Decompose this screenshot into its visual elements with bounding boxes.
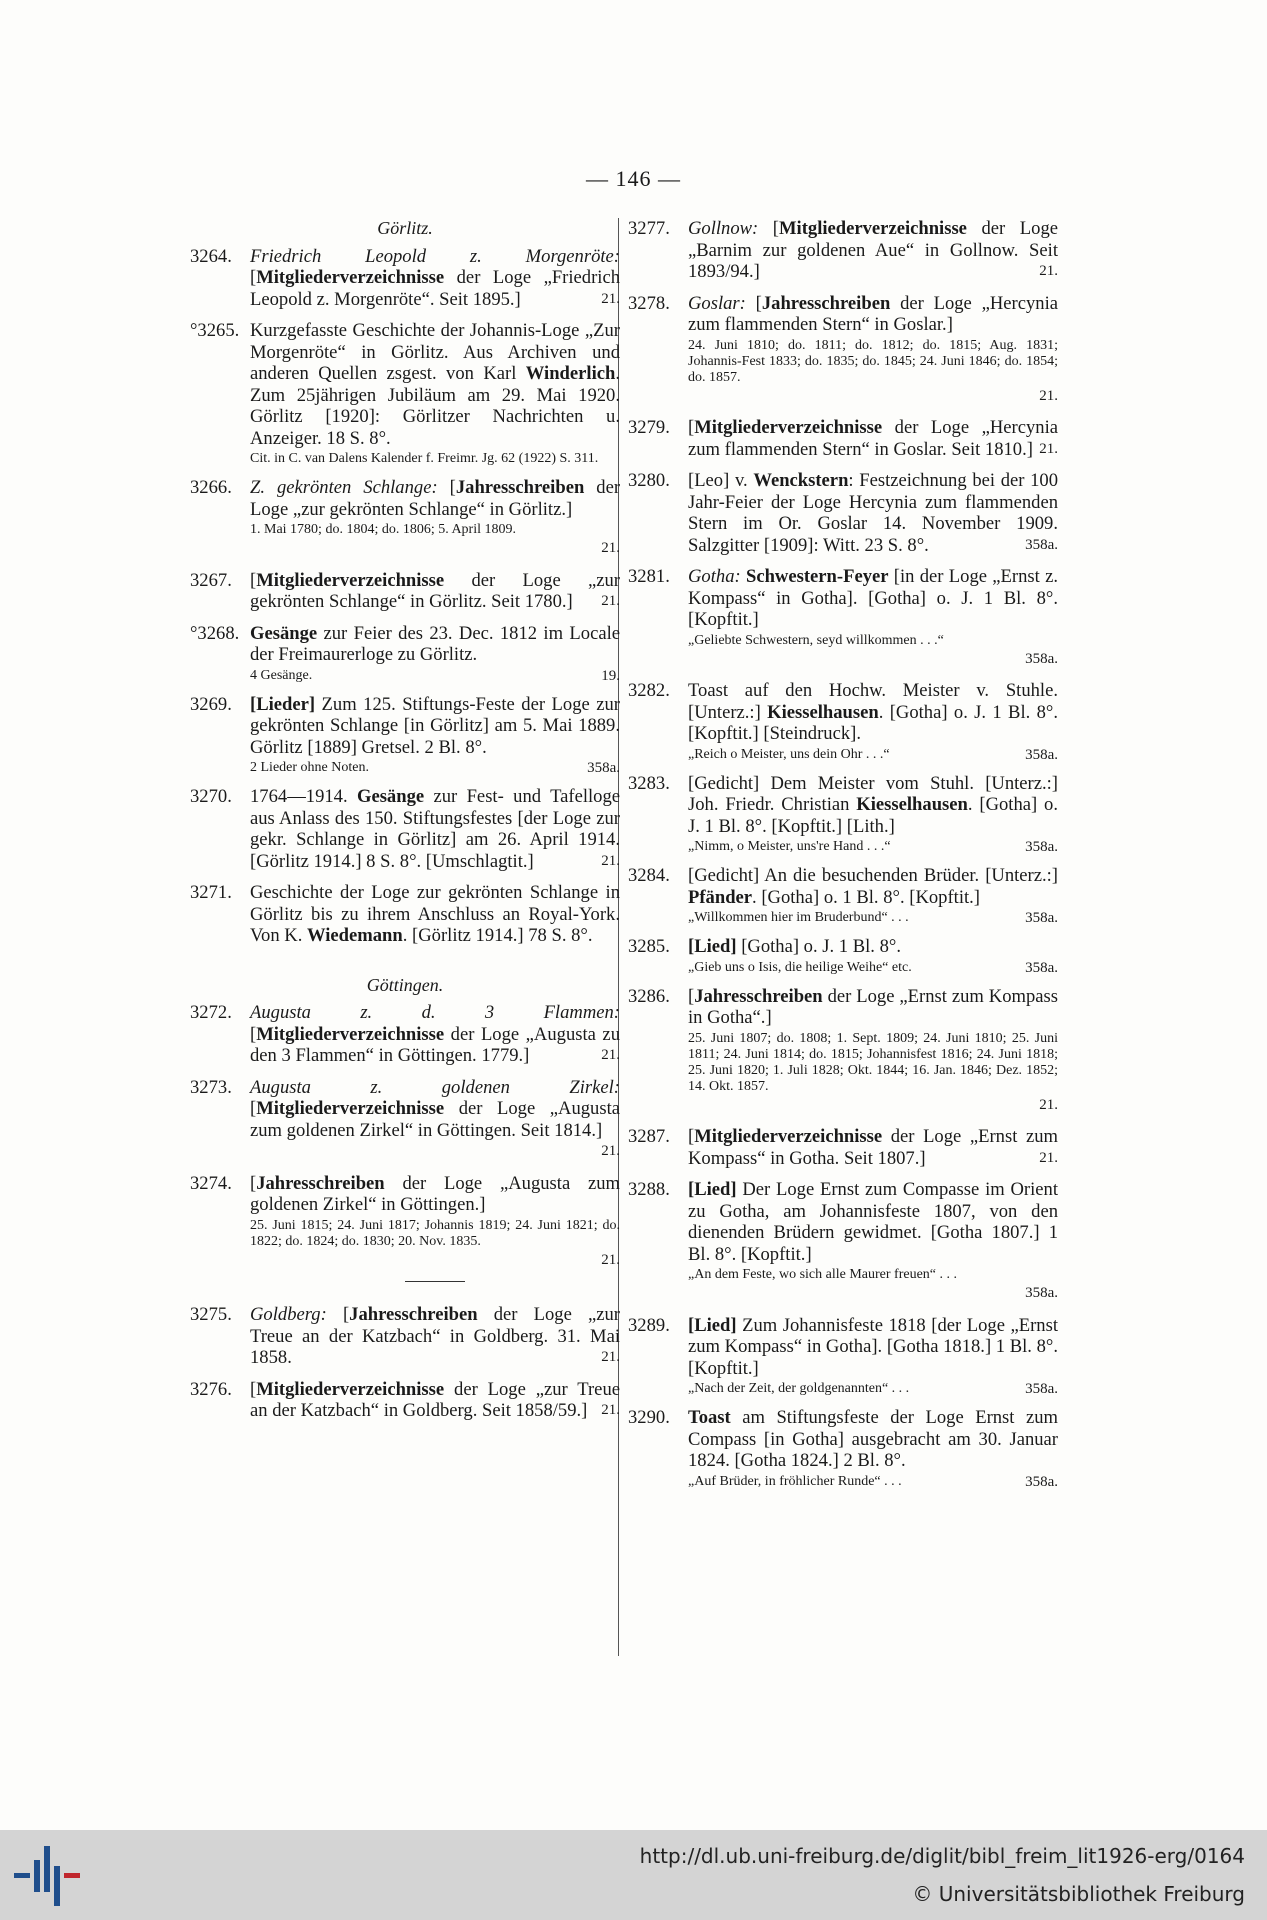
entry-3280 [628,470,1058,556]
entry-3272 [190,1002,620,1067]
entry-number: 3270. [190,786,232,807]
entry-text: [ [745,292,762,314]
entry-text: der Loge „Friedrich Leopold z. Morgenröte“. Seit 1895.] [250,267,620,310]
entry-text: der Loge „zur gekrönten Schlange“ in Görlitz.] [250,477,621,520]
entry-text: [ [250,1378,257,1400]
entry-text: . Zum 25jährigen Jubiläum am 29. Mai 1920. Görlitz [1920]: Görlitzer Nachrichten u. Anzeiger. 18 S. 8°. [250,363,620,449]
entry-text: Kurzgefasste Geschichte der Johannis-Loge „Zur Morgenröte“ in Görlitz. Aus Archiven und anderen Quellen zsgest. von Karl [250,320,620,384]
entry-note: 1. Mai 1780; do. 1804; do. 1806; 5. April 1809. [250,522,516,537]
library-logo-icon[interactable] [14,1846,84,1906]
entry-keyword: [Lied] [688,1179,737,1200]
note-text: 2 Lieder ohne Noten. [250,760,369,775]
entry-number: 3288. [628,1179,670,1200]
entry-keyword: Jahresschreiben [256,1172,385,1194]
entry-ref: 19. [601,667,620,684]
entry-number: 3279. [628,417,670,438]
entry-number: 3264. [190,245,232,267]
entry-text: zur Fest- und Tafelloge aus Anlass des 150. Stiftungsfestes [der Loge zur gekr. Schlange in Görlitz] am 26. April 1914. [Görlitz 1914.] 8 S. 8°. [Umschlagtit.] [250,786,620,872]
entry-text: [ [688,1126,695,1147]
entry-number: 3289. [628,1314,670,1336]
entry-3274 [190,1173,620,1272]
entry-text: der Loge „Hercynia zum flammenden Stern“ in Goslar. Seit 1810.] [688,417,1058,460]
entry-ref: 21. [601,1349,620,1365]
entry-keyword: Jahresschreiben [761,292,891,314]
entry-text: [ [326,1304,350,1325]
entry-note [688,960,1058,976]
entry-number: 3267. [190,569,232,591]
entry-text: [ [437,477,456,498]
entry-ref: 21. [1039,440,1058,457]
entry-keyword: [Lied] [688,936,737,957]
entry-ref: 358a. [1025,650,1058,667]
entry-3284 [628,865,1058,926]
entry-ref: 21. [601,593,620,609]
entry-text: . [Gotha] o. J. 1 Bl. 8°. [Kopftit.] [Lith.] [688,794,1058,837]
entry-keyword: Mitgliederverzeichnisse [694,1126,883,1147]
entry-3267 [190,570,620,613]
entry-note: „An dem Feste, wo sich alle Maurer freuen“ . . . [688,1267,958,1282]
entry-keyword: [Lied] [688,1314,737,1336]
entry-keyword: [Lieder] [250,693,316,715]
entry-3277 [628,218,1058,283]
entry-ref: 358a. [1025,839,1058,855]
entry-number: °3265. [190,320,240,341]
entry-text: [ [688,417,695,438]
entry-note [688,747,1058,763]
entry-text: der Loge „zur gekrönten Schlange“ in Görlitz. Seit 1780.] [250,569,620,612]
entry-note: „Geliebte Schwestern, seyd willkommen . . .“ [688,632,944,648]
entry-number: 3281. [628,566,670,587]
entry-number: °3268. [190,622,240,644]
entry-text: Geschichte der Loge zur gekrönten Schlange in Görlitz bis zu ihrem Anschluss an Royal-York. Von K. [250,882,620,946]
section-rule [405,1281,465,1282]
entry-note [688,1381,1058,1397]
entry-3273 [190,1077,620,1163]
entry-number: 3274. [190,1172,232,1194]
entry-keyword: Jahresschreiben [694,985,823,1007]
entry-ref: 358a. [1025,536,1058,553]
entry-ref: 358a. [1025,910,1058,926]
entry-ref: 358a. [1025,959,1058,976]
entry-3283 [628,773,1058,856]
entry-keyword: Mitgliederverzeichnisse [256,1378,445,1400]
entry-keyword: Mitgliederverzeichnisse [694,417,883,438]
entry-lodge: Gollnow: [688,218,759,239]
entry-lodge: Friedrich Leopold z. Morgenröte: [250,245,620,267]
entry-number: 3282. [628,680,670,701]
entry-note [688,910,1058,926]
entry-text: [Gotha] o. J. 1 Bl. 8°. [736,936,901,957]
entry-3276 [190,1379,620,1422]
entry-ref: 358a. [587,760,620,776]
entry-number: 3275. [190,1304,232,1325]
entry-note [688,1474,1058,1490]
entry-note: Cit. in C. van Dalens Kalender f. Freimr. Jg. 62 (1922) S. 311. [250,451,599,466]
entry-author: Wiedemann [307,925,403,946]
entry-text: [ [250,1023,257,1045]
entry-number: 3276. [190,1378,232,1400]
note-text: „Nimm, o Meister, uns're Hand . . .“ [688,839,891,854]
entry-text: [ [688,985,695,1007]
note-text: „Nach der Zeit, der goldgenannten“ . . . [688,1381,910,1396]
entry-author: Kiesselhausen [767,701,879,723]
entry-ref: 21. [601,1402,620,1418]
entry-text: der Loge „Augusta zu den 3 Flammen“ in Göttingen. 1779.] [250,1023,620,1066]
entry-3269 [190,694,620,777]
entry-text: Der Loge Ernst zum Compasse im Orient zu Gotha, am Johannisfeste 1807, von den dienenden Brüdern gewidmet. [Gotha 1807.] 1 Bl. 8°. [Kopftit.] [688,1179,1058,1265]
entry-text: [ [250,1172,257,1194]
copyright-text: © Universitätsbibliothek Freiburg [912,1882,1245,1906]
entry-text: der Loge „zur Treue an der Katzbach“ in Goldberg. Seit 1858/59.] [250,1378,620,1421]
entry-number: 3278. [628,292,670,314]
entry-text: der Loge „Ernst zum Kompass in Gotha“.] [688,985,1058,1028]
entry-text: [Gedicht] An die besuchenden Brüder. [Unterz.:] [688,865,1058,886]
footer-bar [0,1830,1267,1920]
note-text: „Reich o Meister, uns dein Ohr . . .“ [688,746,890,762]
entry-keyword: Gesänge [250,622,318,644]
entry-3264 [190,246,620,311]
entry-keyword: Schwestern-Feyer [746,566,889,587]
entry-number: 3269. [190,693,232,715]
entry-note: 25. Juni 1815; 24. Juni 1817; Johannis 1819; 24. Juni 1821; do. 1822; do. 1824; do. 1830; 20. Nov. 1835. [250,1217,620,1249]
page-number: — 146 — [586,166,681,191]
entry-ref: 358a. [1025,1381,1058,1397]
entry-text: . [Görlitz 1914.] 78 S. 8°. [402,925,593,946]
entry-3289 [628,1315,1058,1398]
entry-keyword: Gesänge [356,786,425,807]
entry-note: 25. Juni 1807; do. 1808; 1. Sept. 1809; 24. Juni 1810; 25. Juni 1811; 24. Juni 1814; do. 1815; Johannisfest 1816; 24. Juni 1818; 25. Juni 1820; 1. Juli 1828; Okt. 1844; 16. Jan. 1846; Dez. 1852; 14. Okt. 1857. [688,1030,1058,1094]
entry-text: der Loge „zur Treue an der Katzbach“ in Goldberg. 31. Mai 1858. [250,1304,621,1368]
entry-ref: 21. [1039,1149,1058,1166]
entry-text: Toast auf den Hochw. Meister v. Stuhle. [Unterz.:] [688,680,1058,723]
entry-lodge: Goslar: [688,292,746,314]
entry-author: Wenckstern [753,470,849,491]
entry-ref: 21. [601,852,620,869]
section-heading: Görlitz. [377,218,433,238]
entry-lodge: Augusta z. d. 3 Flammen: [250,1002,620,1023]
entry-3290 [628,1407,1058,1490]
entry-text: [Leo] v. [688,470,754,491]
entry-keyword: Jahresschreiben [349,1304,478,1325]
entry-ref: 21. [601,290,620,307]
entry-author: Kiesselhausen [856,794,968,815]
entry-3279 [628,417,1058,460]
entry-ref: 21. [601,540,620,556]
entry-ref: 21. [601,1047,620,1063]
entry-text: der Loge „Augusta zum goldenen Zirkel“ in Göttingen. Seit 1814.] [250,1098,620,1141]
entry-3282 [628,680,1058,763]
entry-text: : Festzeichnung bei der 100 Jahr-Feier der Loge Hercynia zum flammenden Stern im Or. Goslar 14. November 1909. Salzgitter [1909]: Witt. 23 S. 8°. [688,470,1059,556]
entry-3287 [628,1126,1058,1169]
entry-text: [Gedicht] Dem Meister vom Stuhl. [Unterz.:] Joh. Friedr. Christian [688,772,1058,815]
entry-number: 3285. [628,936,670,957]
entry-ref: 358a. [1025,1285,1058,1301]
entry-number: 3277. [628,218,670,239]
entry-keyword: Toast [688,1407,731,1428]
entry-number: 3286. [628,985,670,1007]
entry-text: [ [250,267,257,288]
entry-3281 [628,566,1058,670]
entry-3288 [628,1179,1058,1305]
entry-text: der Loge „Hercynia zum flammenden Stern“ in Goslar.] [688,292,1058,335]
entry-number: 3273. [190,1076,232,1098]
note-text: „Auf Brüder, in fröhlicher Runde“ . . . [688,1473,902,1489]
entry-ref: 21. [1039,263,1058,279]
entry-3266 [190,477,620,560]
entry-lodge: Z. gekrönten Schlange: [250,477,438,498]
entry-text: [ [758,218,779,239]
entry-text: der Loge „Barnim zur goldenen Aue“ in Gollnow. Seit 1893/94.] [688,218,1058,282]
entry-number: 3283. [628,772,670,794]
entry-text: am Stiftungsfeste der Loge Ernst zum Compass [in Gotha] ausgebracht am 30. Januar 1824. [Gotha 1824.] 2 Bl. 8°. [688,1407,1058,1471]
entry-lodge: Augusta z. goldenen Zirkel: [250,1076,620,1098]
entry-text: [in der Loge „Ernst z. Kompass“ in Gotha]. [Gotha] o. J. 1 Bl. 8°. [Kopftit.] [688,566,1059,630]
entry-text: der Loge „Augusta zum goldenen Zirkel“ in Göttingen.] [250,1172,620,1215]
entry-text: [ [250,569,257,591]
right-column [628,218,1058,1500]
entry-ref: 21. [1039,387,1058,404]
entry-3265 [190,320,620,467]
entry-3270 [190,786,620,872]
entry-keyword: Jahresschreiben [455,477,585,498]
entry-3278 [628,293,1058,408]
entry-ref: 21. [1039,1096,1058,1113]
entry-author: Winderlich [525,363,616,384]
entry-3286 [628,986,1058,1117]
entry-3285 [628,936,1058,976]
entry-keyword: Mitgliederverzeichnisse [256,569,445,591]
entry-lodge: Goldberg: [250,1304,327,1325]
entry-number: 3280. [628,470,670,491]
entry-note [688,839,1058,855]
entry-text: [ [250,1098,257,1119]
left-column [190,218,620,1432]
entry-3271 [190,882,620,947]
entry-keyword: Mitgliederverzeichnisse [779,218,967,239]
entry-number: 3284. [628,865,670,886]
entry-number: 3271. [190,882,232,903]
entry-note [250,668,620,684]
entry-keyword: Mitgliederverzeichnisse [256,267,445,288]
entry-keyword: Mitgliederverzeichnisse [256,1098,445,1119]
entry-number: 3272. [190,1002,232,1023]
entry-text: zur Feier des 23. Dec. 1812 im Locale der Freimaurerloge zu Görlitz. [250,622,620,665]
entry-ref: 358a. [1025,746,1058,763]
entry-ref: 21. [601,1143,620,1159]
entry-number: 3287. [628,1126,670,1147]
entry-number: 3266. [190,477,232,498]
entry-text: der Loge „Ernst zum Kompass“ in Gotha. Seit 1807.] [688,1126,1058,1169]
entry-text: Zum 125. Stiftungs-Feste der Loge zur gekrönten Schlange [in Görlitz] am 5. Mai 1889. Görlitz [1889] Gretsel. 2 Bl. 8°. [250,693,620,758]
entry-keyword: Mitgliederverzeichnisse [256,1023,445,1045]
source-url-link[interactable]: http://dl.ub.uni-freiburg.de/diglit/bibl_freim_lit1926-erg/0164 [639,1844,1245,1868]
note-text: 4 Gesänge. [250,667,313,683]
entry-text: . [Gotha] o. 1 Bl. 8°. [Kopftit.] [752,886,980,908]
entry-3275 [190,1304,620,1369]
entry-text: Zum Johannisfeste 1818 [der Loge „Ernst zum Kompass“ in Gotha]. [Gotha 1818.] 1 Bl. 8°. [Kopftit.] [688,1314,1058,1379]
entry-note [250,760,620,776]
entry-author: Pfänder [688,886,753,908]
entry-lodge: Gotha: [688,566,741,587]
section-heading: Göttingen. [366,974,444,995]
note-text: „Willkommen hier im Bruderbund“ . . . [688,910,909,925]
entry-ref: 358a. [1025,1473,1058,1490]
entry-note: 24. Juni 1810; do. 1811; do. 1812; do. 1815; Aug. 1831; Johannis-Fest 1833; do. 1835; do. 1845; 24. Juni 1846; do. 1854; do. 1857. [688,337,1058,385]
entry-text: 1764—1914. [250,786,357,807]
entry-number: 3290. [628,1407,670,1428]
entry-text: . [Gotha] o. J. 1 Bl. 8°. [Kopftit.] [Steindruck]. [688,701,1058,744]
entry-ref: 21. [601,1251,620,1268]
note-text: „Gieb uns o Isis, die heilige Weihe“ etc. [688,959,912,975]
entry-3268 [190,623,620,684]
